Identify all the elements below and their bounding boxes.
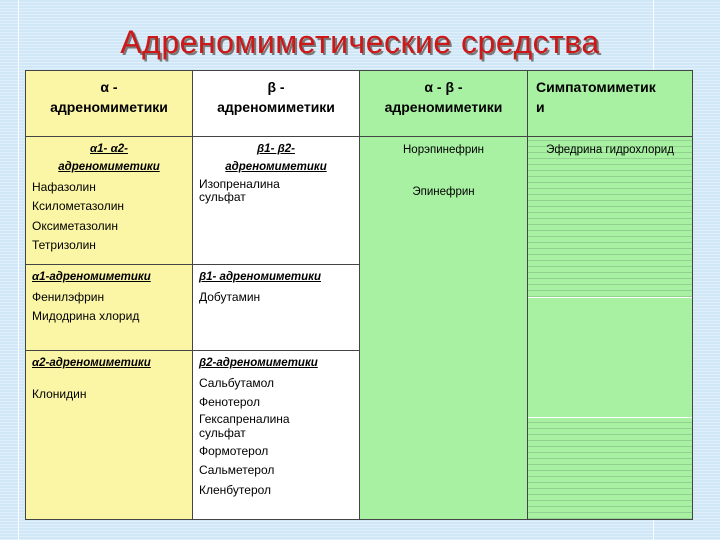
header-sympatho-line1: Симпатомиметик	[536, 79, 656, 95]
drug-item: Оксиметазолин	[32, 218, 118, 233]
cell-alpha12	[26, 137, 193, 265]
beta12-heading-2: адреномиметики	[225, 160, 327, 173]
plain-panel	[528, 297, 692, 417]
cell-beta1	[193, 265, 360, 351]
cell-beta12	[193, 137, 360, 265]
cell-alpha1	[26, 265, 193, 351]
drug-table	[25, 70, 693, 520]
striped-panel	[528, 137, 692, 297]
header-beta	[193, 71, 360, 137]
drug-item: Формотерол	[199, 443, 269, 458]
alpha1-heading: α1-адреномиметики	[32, 271, 151, 283]
drug-item: Клонидин	[32, 386, 87, 401]
drug-item: Эфедрина гидрохлорид	[546, 144, 674, 156]
drug-item: Сальметерол	[199, 463, 275, 478]
drug-item: Эпинефрин	[412, 186, 475, 199]
spacer	[360, 157, 527, 179]
header-alphabeta-word: адреномиметики	[384, 99, 503, 116]
beta12-heading-1: β1- β2-	[257, 143, 295, 155]
header-alpha	[26, 71, 193, 137]
header-alpha-symbol: α -	[100, 79, 118, 95]
header-beta-word: адреномиметики	[217, 99, 335, 116]
beta2-heading: β2-адреномиметики	[199, 357, 318, 369]
drug-item: Изопреналина сульфат	[199, 176, 280, 205]
drug-item: Сальбутамол	[199, 375, 275, 390]
header-alpha-word: адреномиметики	[50, 99, 168, 116]
header-sympatho-line2: и	[536, 99, 545, 116]
beta1-heading: β1- адреномиметики	[199, 271, 321, 283]
background-line	[18, 0, 19, 540]
drug-item: Фенилэфрин	[32, 289, 105, 304]
header-row	[26, 71, 693, 137]
drug-item: Тетризолин	[32, 238, 96, 253]
row-alpha12-beta12	[26, 137, 693, 265]
alpha12-heading-1: α1- α2-	[90, 143, 128, 155]
header-alphabeta	[360, 71, 528, 137]
cell-beta2	[193, 351, 360, 520]
alpha2-heading: α2-адреномиметики	[32, 357, 151, 369]
slide-title: Адреномиметические средства	[120, 24, 600, 60]
alpha12-heading-2: адреномиметики	[58, 160, 160, 173]
drug-item: Нафазолин	[32, 179, 96, 194]
header-alphabeta-symbol: α - β -	[424, 79, 463, 95]
drug-item: Гексапреналина сульфат	[199, 412, 290, 440]
drug-item: Ксилометазолин	[32, 199, 125, 214]
drug-item: Кленбутерол	[199, 482, 272, 497]
drug-item: Норэпинефрин	[403, 144, 484, 156]
cell-sympathomimetics	[528, 137, 693, 520]
cell-alpha2	[26, 351, 193, 520]
drug-item: Мидодрина хлорид	[32, 309, 140, 324]
cell-alphabeta	[360, 137, 528, 520]
drug-item: Добутамин	[199, 289, 261, 304]
striped-panel	[528, 417, 692, 519]
header-beta-symbol: β -	[267, 79, 285, 95]
drug-item: Фенотерол	[199, 395, 260, 410]
header-sympathomimetics	[528, 71, 693, 137]
